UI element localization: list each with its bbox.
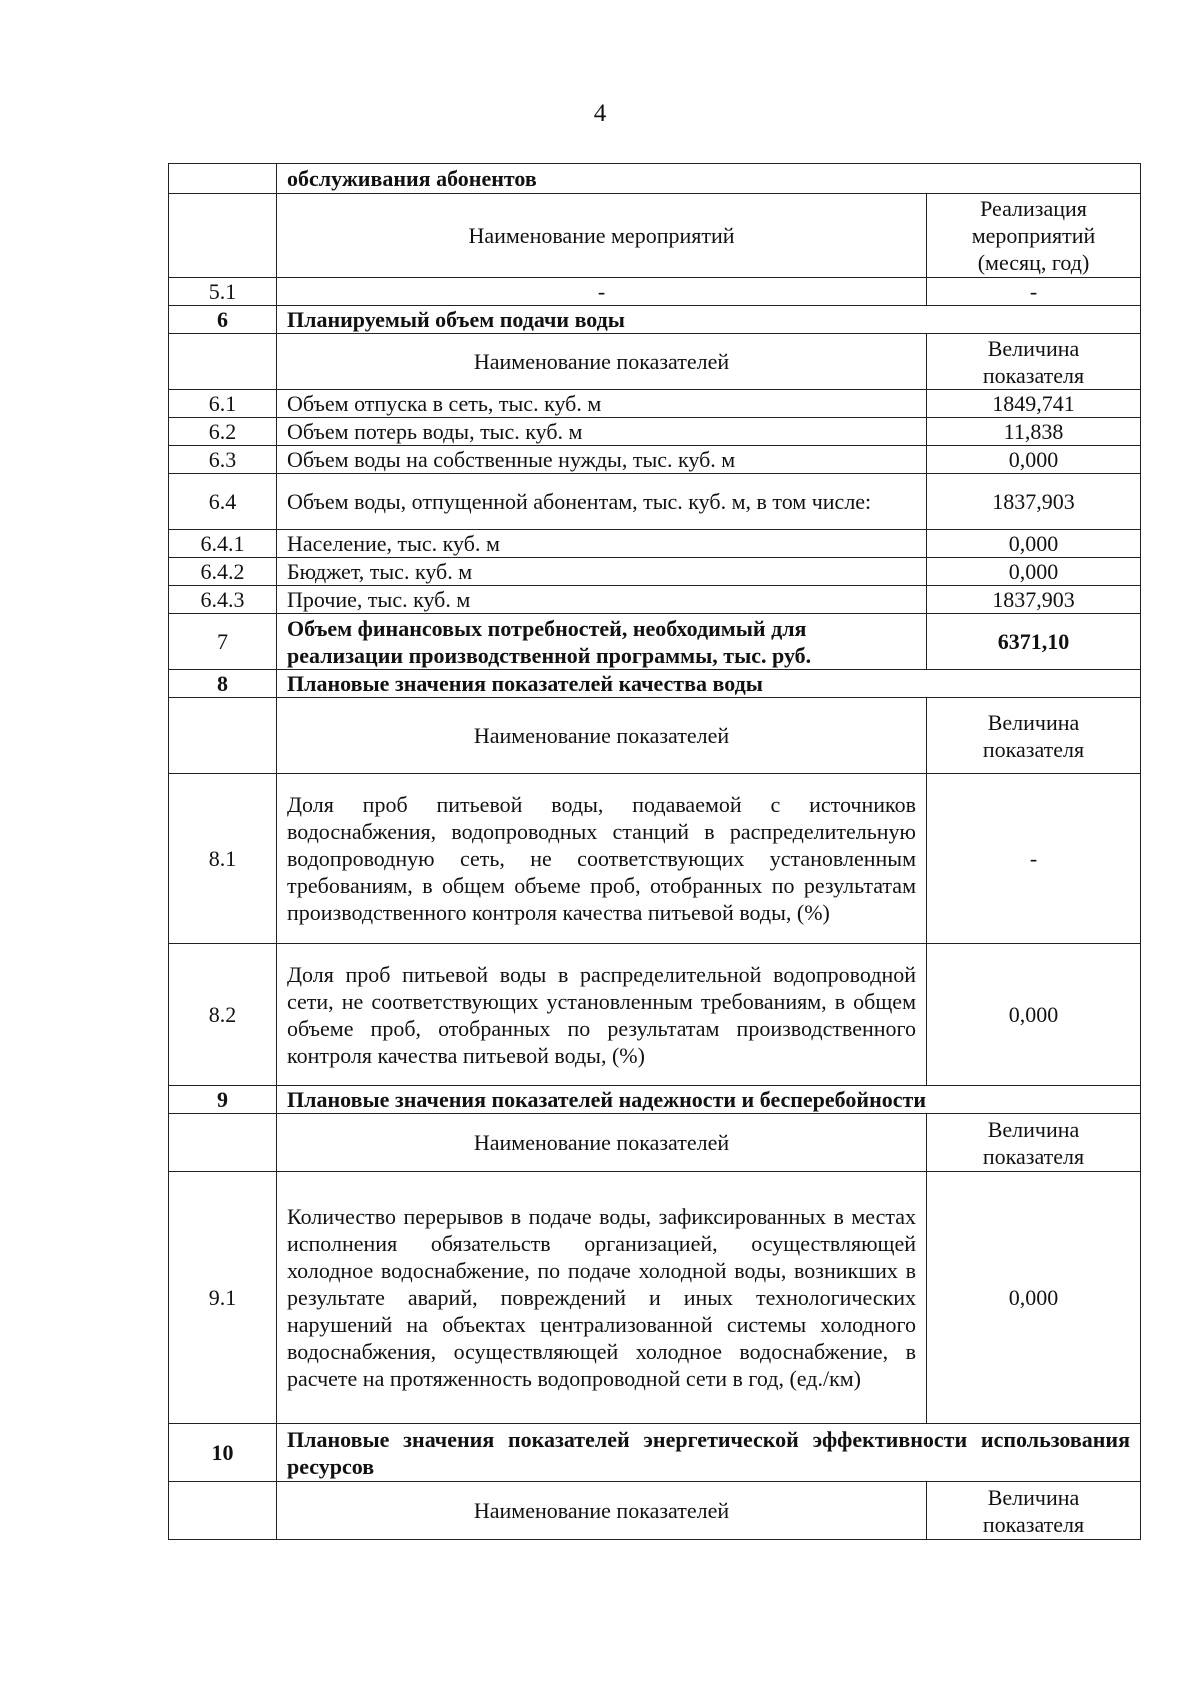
row-label: Прочие, тыс. куб. м [277, 586, 927, 614]
page-number: 4 [593, 100, 607, 127]
row-value: 6371,10 [927, 614, 1141, 670]
row-label: Объем воды на собственные нужды, тыс. куб. м [277, 446, 927, 474]
table-row [169, 1172, 1141, 1424]
row-number: 6.3 [169, 446, 277, 474]
section-number: 9 [169, 1086, 277, 1114]
table-row [169, 418, 1141, 446]
row-value: 1849,741 [927, 390, 1141, 418]
row-label: Объем воды, отпущенной абонентам, тыс. куб. м, в том числе: [277, 474, 927, 530]
table-row [169, 164, 1141, 194]
row-label: Количество перерывов в подаче воды, зафиксированных в местах исполнения обязательств организацией, осуществляющей холодное водоснабжение, по подаче холодной воды, возникших в результате аварий, повреждений и иных технологических нарушений на объектах централизованной системы холодного водоснабжения, осуществляющей холодное водоснабжение, в расчете на протяженность водопроводной сети в год, (ед./км) [277, 1172, 927, 1424]
table-row [169, 586, 1141, 614]
row-value: 0,000 [927, 558, 1141, 586]
row-number: 6.2 [169, 418, 277, 446]
table-header-row [169, 1482, 1141, 1540]
table-row [169, 278, 1141, 306]
row-number: 7 [169, 614, 277, 670]
row-label: Доля проб питьевой воды в распределительной водопроводной сети, не соответствующих установленным требованиям, в общем объеме проб, отобранных по результатам производственного контроля качества питьевой воды, (%) [277, 944, 927, 1086]
row-value: 11,838 [927, 418, 1141, 446]
row-value: 0,000 [927, 944, 1141, 1086]
row-number: 6.1 [169, 390, 277, 418]
row-number: 6.4.1 [169, 530, 277, 558]
column-header-value: Величина показателя [927, 698, 1141, 774]
row-label: Бюджет, тыс. куб. м [277, 558, 927, 586]
row-number: 6.4.2 [169, 558, 277, 586]
row-value: - [927, 774, 1141, 944]
row-value: 1837,903 [927, 474, 1141, 530]
row-value: 0,000 [927, 1172, 1141, 1424]
row-number [169, 1482, 277, 1540]
row-label: Население, тыс. куб. м [277, 530, 927, 558]
section-row [169, 670, 1141, 698]
section-title: Плановые значения показателей надежности и бесперебойности [277, 1086, 1141, 1114]
section-number: 6 [169, 306, 277, 334]
row-value: 1837,903 [927, 586, 1141, 614]
table-header-row [169, 194, 1141, 278]
row-label: Объем отпуска в сеть, тыс. куб. м [277, 390, 927, 418]
table-header-row [169, 698, 1141, 774]
row-label: Объем финансовых потребностей, необходимый для реализации производственной программы, тыс. руб. [277, 614, 927, 670]
program-table [168, 163, 1141, 1540]
row-value: - [927, 278, 1141, 306]
section-title: Планируемый объем подачи воды [277, 306, 1141, 334]
row-number [169, 194, 277, 278]
section-row [169, 1424, 1141, 1482]
column-header-name: Наименование показателей [277, 334, 927, 390]
table-row [169, 530, 1141, 558]
column-header-name: Наименование мероприятий [277, 194, 927, 278]
row-number [169, 164, 277, 194]
table-row [169, 558, 1141, 586]
section-number: 10 [169, 1424, 277, 1482]
table-row [169, 390, 1141, 418]
section-number: 8 [169, 670, 277, 698]
table-header-row [169, 1114, 1141, 1172]
row-number: 8.1 [169, 774, 277, 944]
row-number [169, 698, 277, 774]
row-label: Объем потерь воды, тыс. куб. м [277, 418, 927, 446]
row-number: 5.1 [169, 278, 277, 306]
column-header-name: Наименование показателей [277, 1114, 927, 1172]
table-row [169, 944, 1141, 1086]
column-header-name: Наименование показателей [277, 698, 927, 774]
section-title: Плановые значения показателей качества воды [277, 670, 1141, 698]
table-row [169, 446, 1141, 474]
section-title: обслуживания абонентов [277, 164, 1141, 194]
column-header-value: Величина показателя [927, 1482, 1141, 1540]
row-value: 0,000 [927, 530, 1141, 558]
column-header-value: Величина показателя [927, 1114, 1141, 1172]
column-header-name: Наименование показателей [277, 1482, 927, 1540]
row-number [169, 334, 277, 390]
table-row [169, 474, 1141, 530]
row-label: Доля проб питьевой воды, подаваемой с источников водоснабжения, водопроводных станций в распределительную водопроводную сеть, не соответствующих установленным требованиям, в общем объеме проб, отобранных по результатам производственного контроля качества питьевой воды, (%) [277, 774, 927, 944]
column-header-value: Реализация мероприятий (месяц, год) [927, 194, 1141, 278]
row-number: 8.2 [169, 944, 277, 1086]
row-label: - [277, 278, 927, 306]
table-row [169, 614, 1141, 670]
section-title: Плановые значения показателей энергетической эффективности использования ресурсов [277, 1424, 1141, 1482]
row-number: 9.1 [169, 1172, 277, 1424]
section-row [169, 306, 1141, 334]
column-header-value: Величина показателя [927, 334, 1141, 390]
table-header-row [169, 334, 1141, 390]
table-row [169, 774, 1141, 944]
row-number [169, 1114, 277, 1172]
section-row [169, 1086, 1141, 1114]
row-number: 6.4 [169, 474, 277, 530]
row-value: 0,000 [927, 446, 1141, 474]
row-number: 6.4.3 [169, 586, 277, 614]
